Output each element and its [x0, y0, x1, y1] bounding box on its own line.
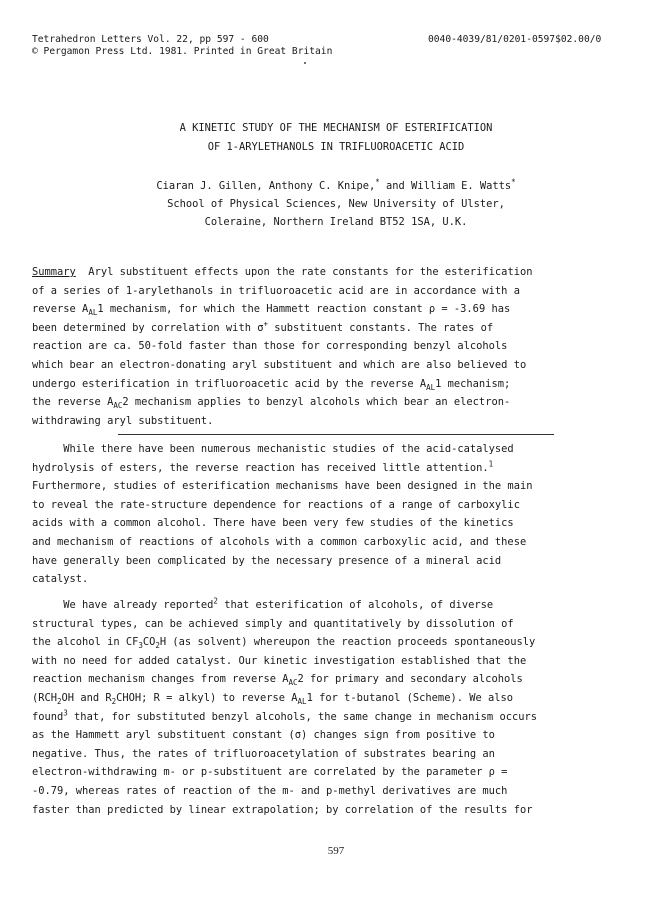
article-title-line-2: OF 1-ARYLETHANOLS IN TRIFLUOROACETIC ACID: [207, 141, 465, 153]
page-number: 597: [327, 845, 345, 857]
body-line: faster than predicted by linear extrapolation; by correlation of the results for: [32, 803, 533, 816]
article-code: 0040-4039/81/0201-0597$02.00/0: [428, 34, 602, 45]
second-paragraph: [32, 596, 640, 819]
body-line: have generally been complicated by the necessary presence of a mineral acid: [32, 554, 502, 567]
affiliation-line-2: Coleraine, Northern Ireland BT52 1SA, U.K.: [204, 216, 468, 228]
summary-line: the reverse $A_{AC}2$ mechanism applies to benzyl alcohols which bear an electron-: [32, 396, 511, 411]
body-line: with no need for added catalyst. Our kinetic investigation established that the: [32, 654, 527, 667]
summary-heading: Summary: [32, 266, 76, 278]
summary-line: of a series of 1-arylethanols in trifluoroacetic acid are in accordance with a: [32, 284, 520, 297]
body-line: -0.79, whereas rates of reaction of the m- and p-methyl derivatives are much: [32, 784, 508, 797]
affiliation-line-1: School of Physical Sciences, New University of Ulster,: [167, 198, 505, 210]
body-line: to reveal the rate-structure dependence for reactions of a range of carboxylic: [32, 498, 520, 511]
summary-line: reaction are ca. 50-fold faster than those for corresponding benzyl alcohols: [32, 340, 508, 353]
journal-citation: Tetrahedron Letters Vol. 22, pp 597 - 600: [32, 34, 269, 45]
body-line: We have already reported$^2$ that esterification of alcohols, of diverse: [32, 596, 494, 611]
reference-mark: 1: [488, 459, 494, 469]
summary-line: undergo esterification in trifluoroacetic acid by the reverse $A_{AL}1$ mechanism;: [32, 377, 511, 392]
stray-mark: [304, 62, 306, 64]
body-line: reaction mechanism changes from reverse $A_{AC}2$ for primary and secondary alcohols: [32, 673, 523, 688]
corresponding-mark-1: *: [375, 177, 380, 187]
summary-line: reverse $A_{AL}1$ mechanism, for which the Hammett reaction constant ρ = -3.69 has: [32, 303, 511, 318]
publisher-line: © Pergamon Press Ltd. 1981. Printed in Great Britain: [32, 46, 333, 57]
body-line: hydrolysis of esters, the reverse reaction has received little attention.$^1$: [32, 459, 494, 474]
journal-header: [32, 34, 332, 58]
author-names-2: and William E. Watts: [379, 180, 512, 192]
body-line: as the Hammett aryl substituent constant (σ) changes sign from positive to: [32, 729, 495, 742]
body-line: ($RCH_2OH$ and $R_2CHOH$; R = alkyl) to reverse $A_{AL}1$ for t-butanol (Scheme). We also: [32, 691, 514, 707]
section-divider: [118, 434, 554, 435]
summary-section: [32, 263, 640, 430]
body-line: the alcohol in $CF_3CO_2H$ (as solvent) whereupon the reaction proceeds spontaneously: [32, 636, 536, 651]
article-title-line-1: A KINETIC STUDY OF THE MECHANISM OF ESTERIFICATION: [179, 122, 493, 134]
corresponding-mark-2: *: [511, 177, 516, 187]
body-line: and mechanism of reactions of alcohols with a common carboxylic acid, and these: [32, 535, 527, 548]
author-names-1: Ciaran J. Gillen, Anthony C. Knipe,: [156, 180, 376, 192]
body-line: found$^3$ that, for substituted benzyl alcohols, the same change in mechanism occurs: [32, 708, 537, 723]
reference-mark: 3: [63, 708, 68, 718]
body-line: catalyst.: [32, 573, 89, 586]
author-list: [0, 177, 672, 192]
summary-line: which bear an electron-donating aryl substituent and which are also believed to: [32, 358, 527, 371]
body-line: negative. Thus, the rates of trifluoroacetylation of substrates bearing an: [32, 747, 495, 760]
body-line: acids with a common alcohol. There have been very few studies of the kinetics: [32, 517, 514, 530]
summary-line: been determined by correlation with σ+ substituent constants. The rates of: [32, 319, 494, 334]
body-line: While there have been numerous mechanistic studies of the acid-catalysed: [32, 443, 514, 455]
intro-paragraph: [32, 440, 640, 589]
body-line: structural types, can be achieved simply and quantitatively by dissolution of: [32, 617, 514, 630]
body-line: electron-withdrawing m- or p-substituent are correlated by the parameter ρ =: [32, 766, 508, 779]
summary-line: withdrawing aryl substituent.: [32, 414, 214, 427]
body-line: Furthermore, studies of esterification mechanisms have been designed in the main: [32, 480, 533, 493]
reference-mark: 2: [213, 596, 218, 606]
summary-line: Summary Aryl substituent effects upon the rate constants for the esterification: [32, 266, 533, 278]
